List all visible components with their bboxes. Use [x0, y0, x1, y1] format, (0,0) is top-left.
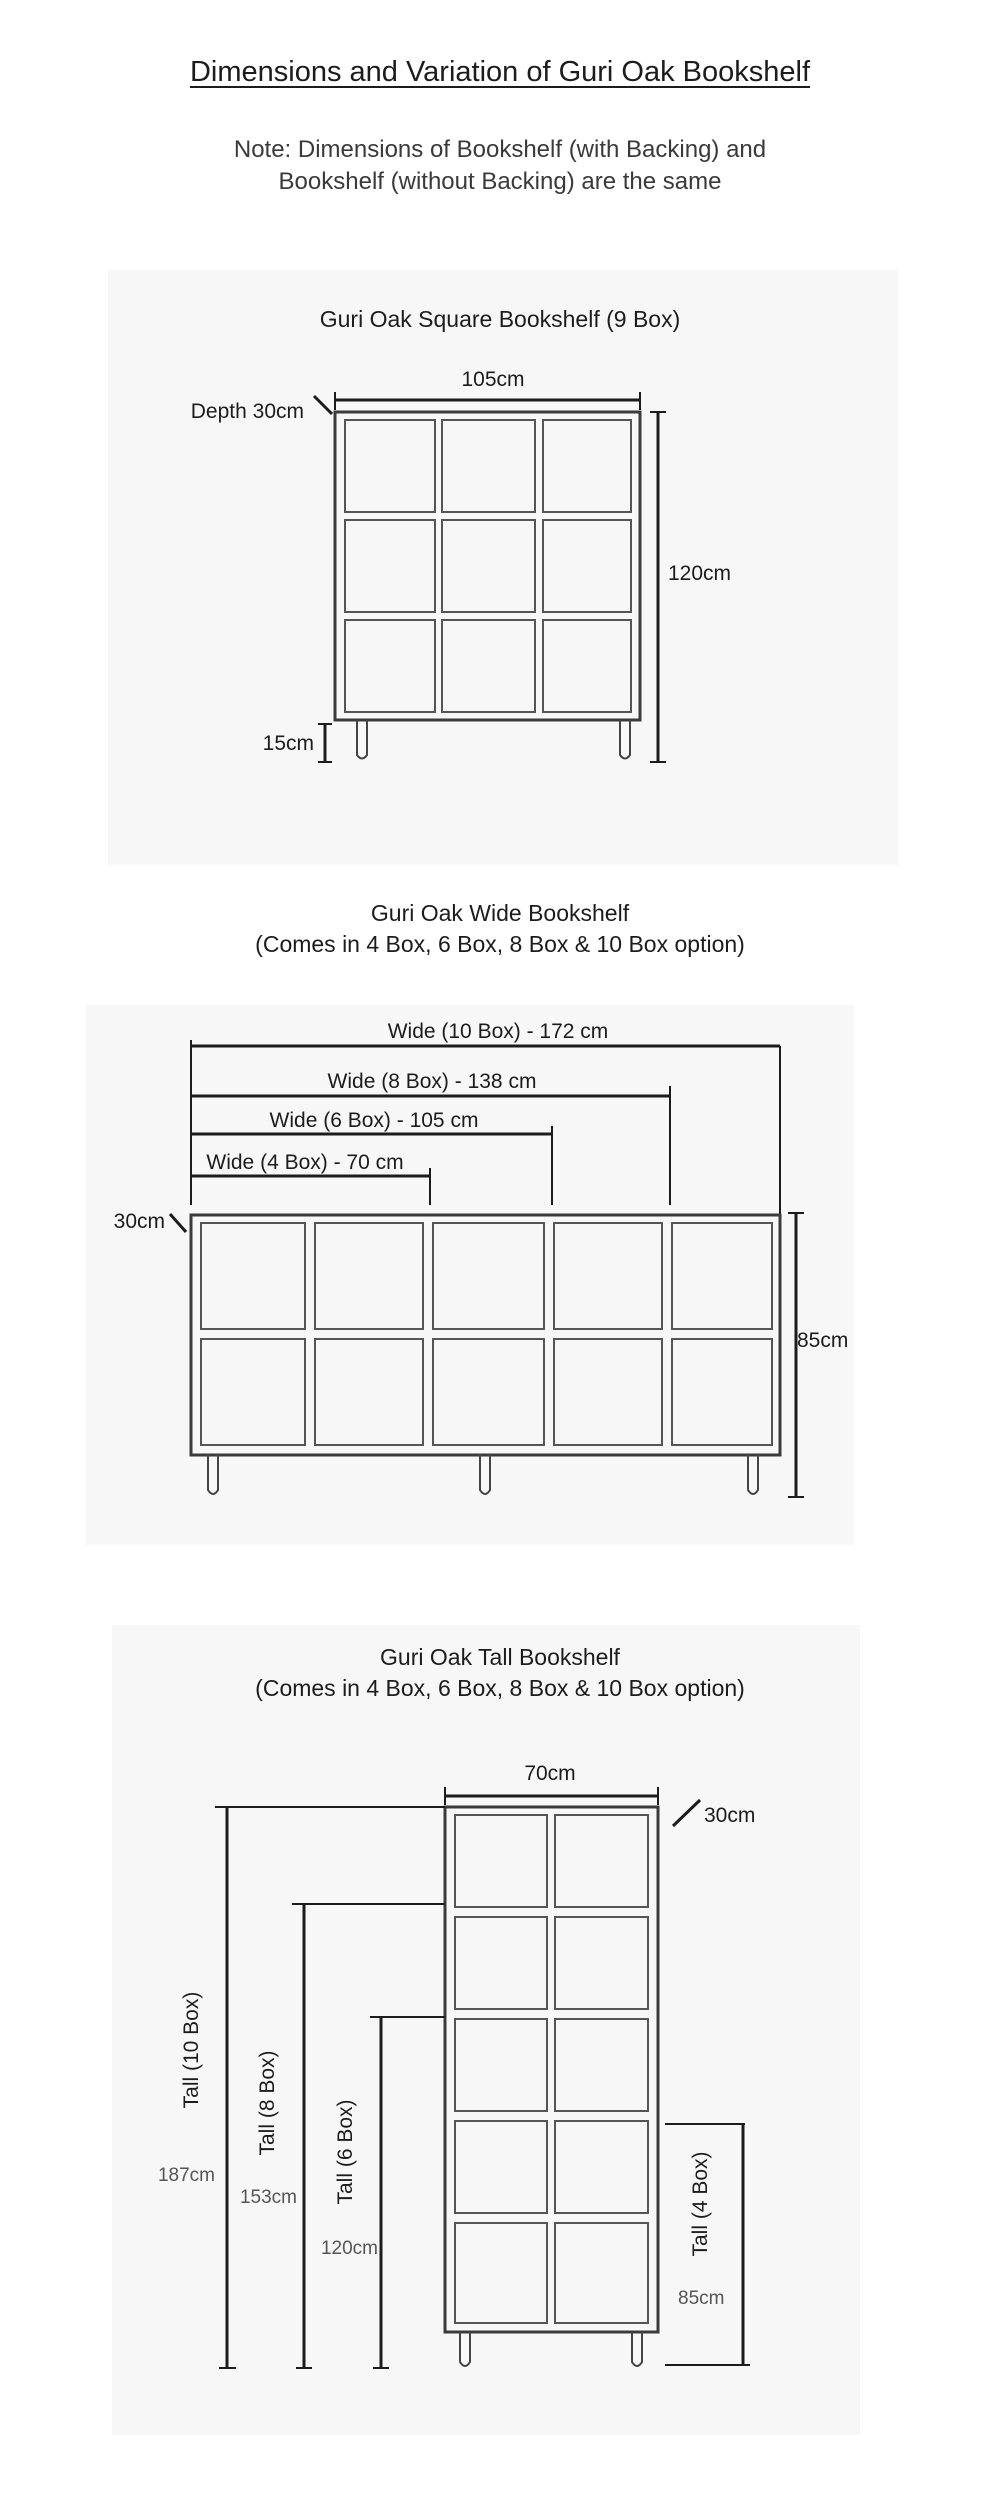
tall-cell: [555, 1815, 648, 1907]
square-cell: [442, 620, 535, 712]
wide-cell: [433, 1339, 544, 1445]
tall-4-value: 85cm: [678, 2288, 725, 2309]
tall-6-value: 120cm: [320, 2238, 378, 2259]
tall-cell: [555, 2223, 648, 2323]
wide-depth-label: 30cm: [113, 1210, 165, 1233]
square-frame: [335, 412, 640, 720]
tall-cell: [455, 2019, 547, 2111]
square-depth-label: Depth 30cm: [190, 400, 304, 423]
tall-width-label: 70cm: [524, 1762, 576, 1785]
wide-cell: [433, 1223, 544, 1329]
square-leg-label: 15cm: [262, 732, 314, 755]
tall-cells: [455, 1815, 648, 2323]
wide-cell: [672, 1223, 772, 1329]
square-cell: [543, 620, 631, 712]
tall-cell: [455, 2223, 547, 2323]
tall-depth-line: [673, 1800, 700, 1826]
wide-leg: [748, 1455, 758, 1494]
tall-4-label: Tall (4 Box): [689, 2151, 712, 2257]
square-cell: [543, 520, 631, 612]
wide-cell: [672, 1339, 772, 1445]
tall-title-line-1: Guri Oak Tall Bookshelf: [380, 1644, 620, 1670]
square-height-label: 120cm: [668, 562, 732, 585]
tall-cell: [555, 1917, 648, 2009]
tall-10-label: Tall (10 Box): [180, 1991, 203, 2109]
square-depth-line: [314, 396, 332, 414]
square-bookshelf: [191, 368, 731, 762]
wide-cell: [315, 1223, 423, 1329]
wide-title-line-2: (Comes in 4 Box, 6 Box, 8 Box & 10 Box option): [255, 931, 745, 957]
wide-cell: [201, 1339, 305, 1445]
tall-leg-left: [460, 2332, 470, 2366]
wide-6-label: Wide (6 Box) - 105 cm: [269, 1109, 479, 1132]
tall-bookshelf: [158, 1762, 755, 2368]
tall-cell: [555, 2019, 648, 2111]
note-line-2: Bookshelf (without Backing) are the same: [278, 168, 722, 195]
wide-cell: [554, 1223, 662, 1329]
tall-10-value: 187cm: [157, 2165, 215, 2186]
square-title-text: Guri Oak Square Bookshelf (9 Box): [319, 306, 681, 332]
tall-6-label: Tall (6 Box): [334, 2099, 357, 2205]
wide-cell: [315, 1339, 423, 1445]
note-line-1: Note: Dimensions of Bookshelf (with Backing) and: [233, 136, 767, 163]
square-width-label: 105cm: [461, 368, 525, 391]
wide-leg: [208, 1455, 218, 1494]
square-leg-left: [357, 720, 367, 759]
tall-cell: [455, 1815, 547, 1907]
tall-depth-label: 30cm: [704, 1804, 756, 1827]
wide-leg: [480, 1455, 490, 1494]
wide-cell: [201, 1223, 305, 1329]
wide-4-label: Wide (4 Box) - 70 cm: [206, 1151, 404, 1174]
tall-8-label: Tall (8 Box): [256, 2050, 279, 2156]
square-cell: [345, 520, 435, 612]
tall-leg-right: [632, 2332, 642, 2366]
square-cell: [442, 420, 535, 512]
tall-frame: [445, 1807, 658, 2332]
square-cell: [345, 620, 435, 712]
wide-cells: [201, 1223, 772, 1445]
wide-10-label: Wide (10 Box) - 172 cm: [387, 1020, 609, 1043]
wide-cell: [554, 1339, 662, 1445]
tall-cell: [555, 2121, 648, 2213]
wide-bookshelf: [114, 1020, 849, 1497]
wide-height-label: 85cm: [797, 1329, 849, 1352]
tall-cell: [455, 2121, 547, 2213]
tall-8-value: 153cm: [239, 2187, 297, 2208]
wide-depth-line: [170, 1214, 186, 1232]
page-title: Dimensions and Variation of Guri Oak Bookshelf: [189, 56, 811, 88]
square-cell: [345, 420, 435, 512]
square-cell: [442, 520, 535, 612]
tall-title-line-2: (Comes in 4 Box, 6 Box, 8 Box & 10 Box option): [255, 1675, 745, 1701]
wide-8-label: Wide (8 Box) - 138 cm: [327, 1070, 537, 1093]
wide-frame: [191, 1215, 780, 1455]
tall-cell: [455, 1917, 547, 2009]
square-leg-right: [620, 720, 630, 759]
square-cells: [345, 420, 631, 712]
wide-title-line-1: Guri Oak Wide Bookshelf: [370, 900, 630, 926]
square-cell: [543, 420, 631, 512]
